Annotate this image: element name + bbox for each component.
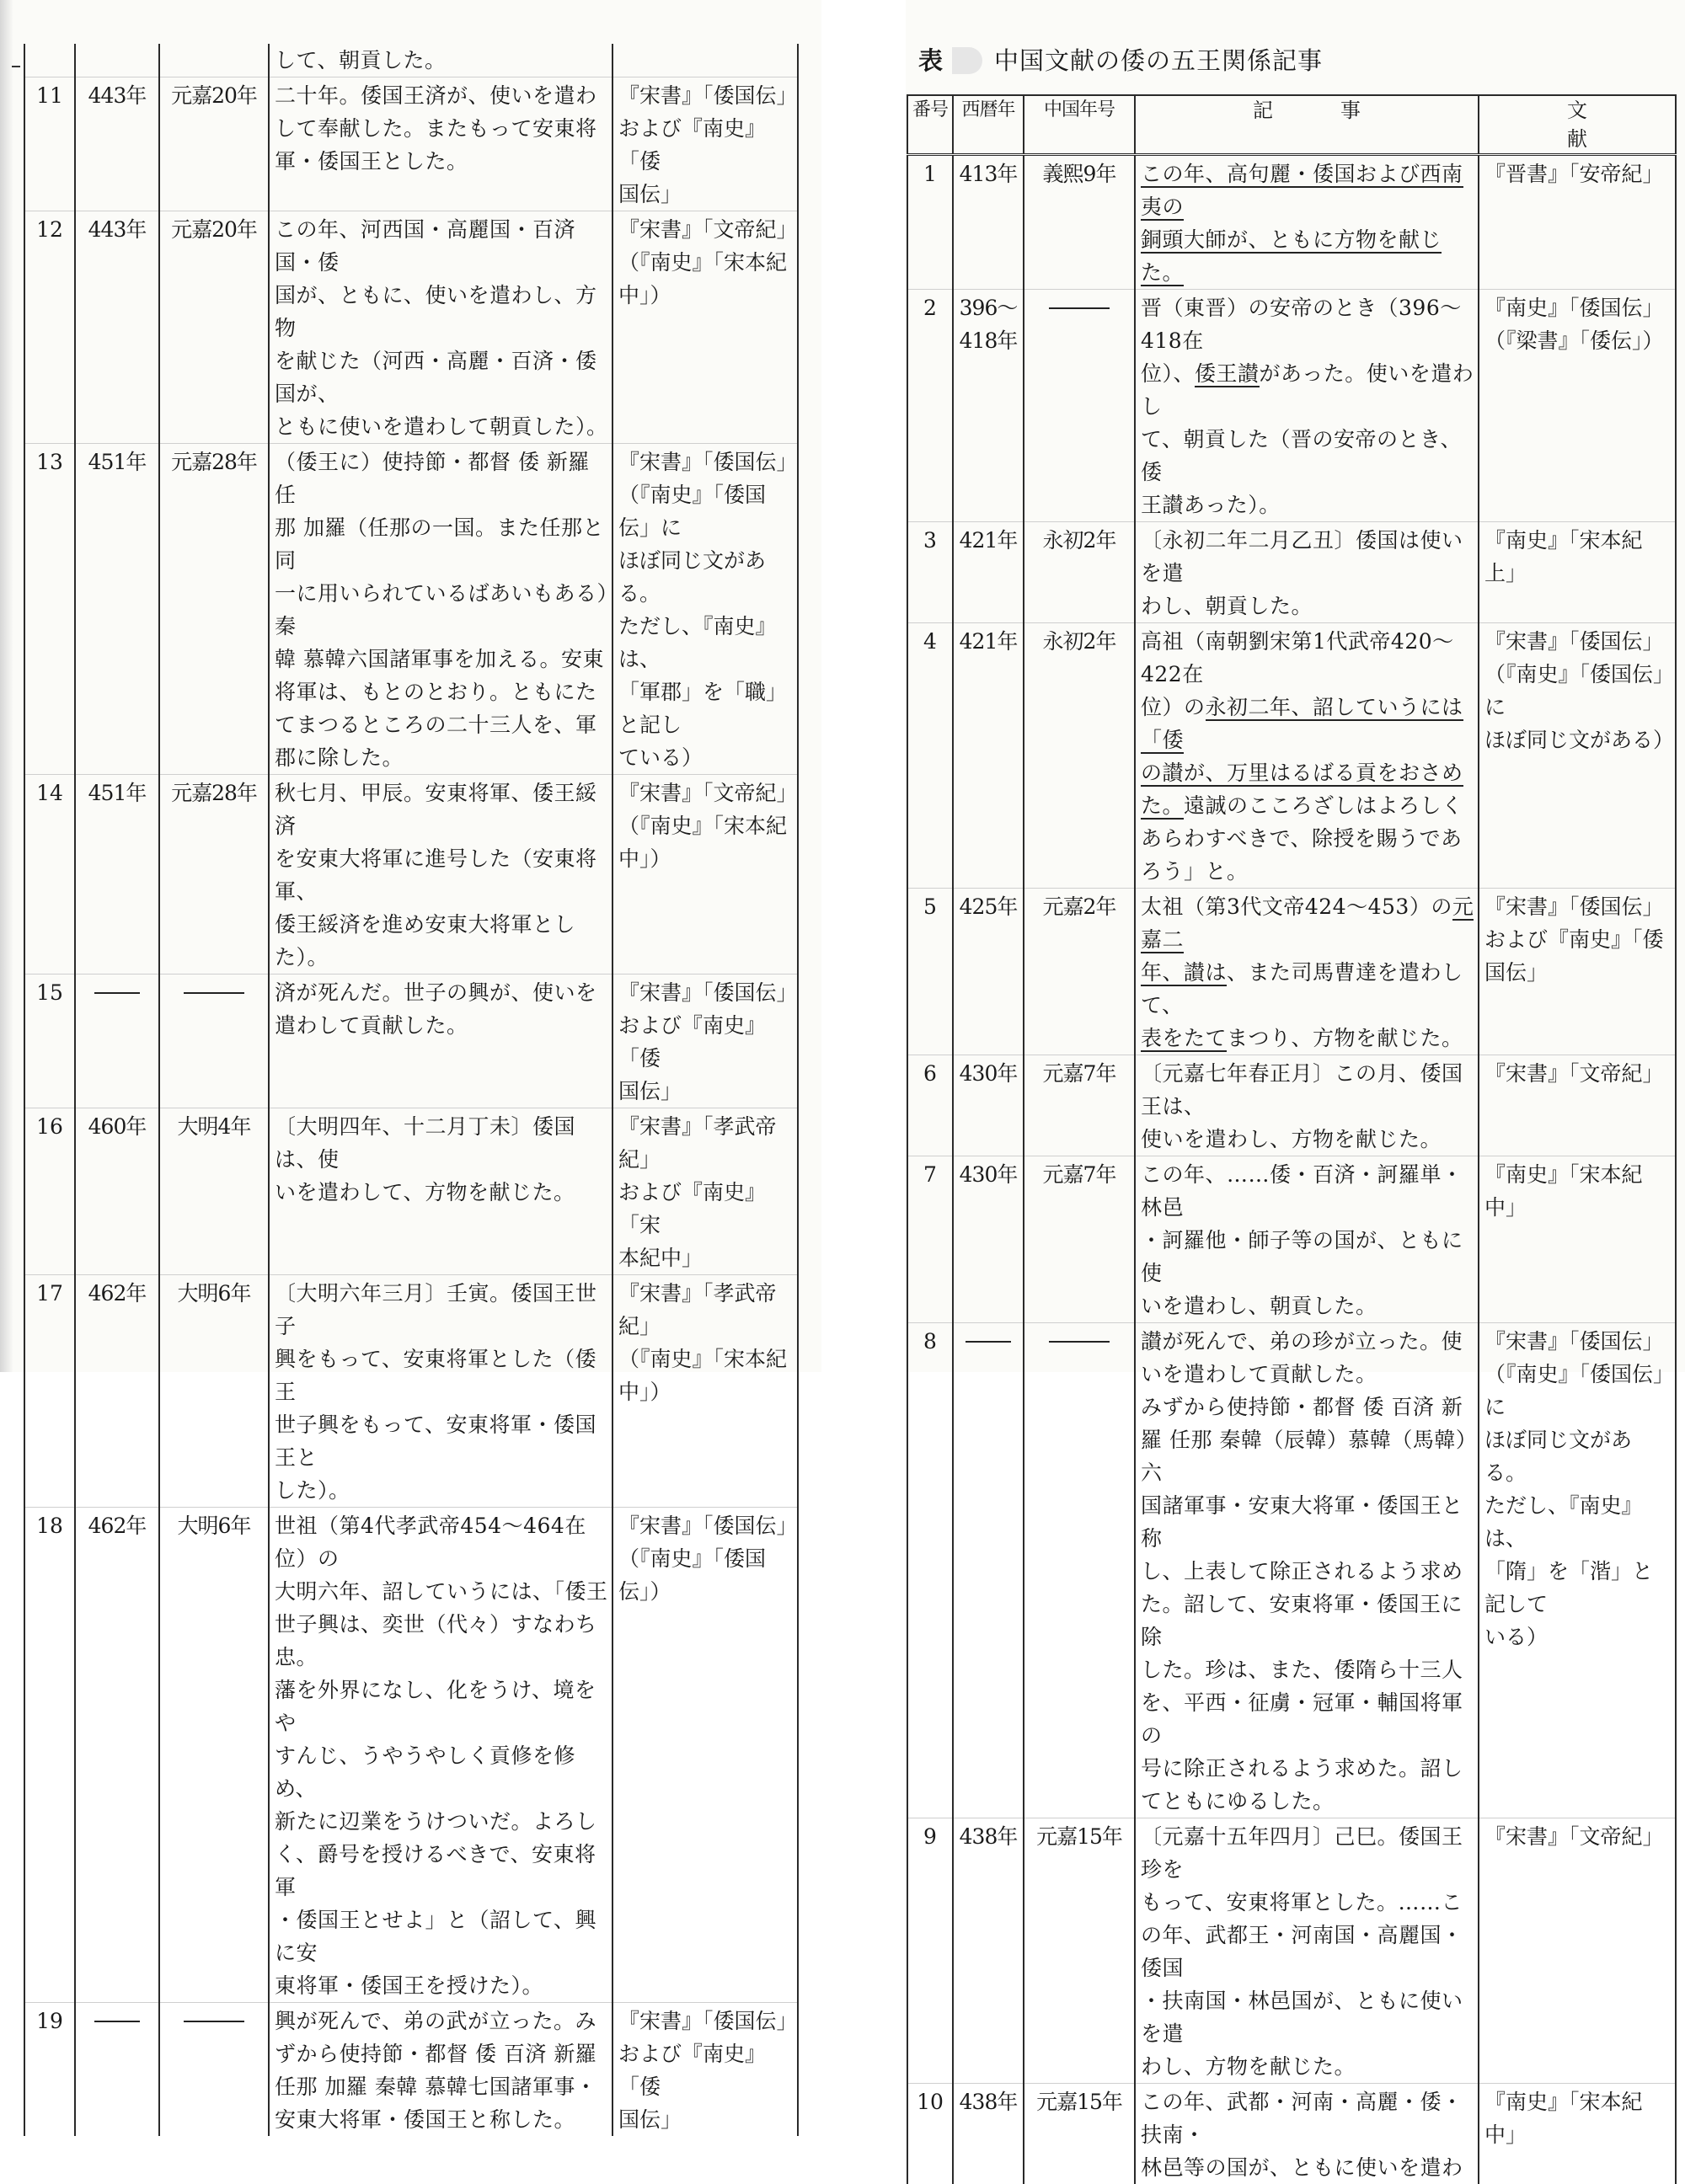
cell-no: 5 [907,889,953,1055]
text-line [1141,158,1474,223]
table-row [24,1108,798,1275]
text-line: て、朝貢した（晋の安帝のとき、倭 [1141,423,1474,489]
cell-article [269,975,612,1108]
cell-year [953,522,1024,623]
cell-year [953,1818,1024,2084]
cell-no: 19 [24,2003,75,2137]
table-row [24,775,798,975]
text-line: 「隋」を「湝」と記して [1484,1555,1673,1621]
cell-no: 9 [907,1818,953,2084]
text-line: 倭王綏済を進め安東大将軍とした）。 [275,908,608,974]
continuation-row [24,44,798,77]
underlined-phrase: 元嘉二 [1141,894,1474,953]
cell-article [1135,889,1479,1055]
text-line: 425年 [954,890,1023,923]
text-line: 興が死んで、弟の武が立った。み [275,2005,608,2037]
cell-no: 2 [907,290,953,522]
cell-era: 義熙9年 [1024,155,1135,290]
cell-year: 462年 [75,1508,159,2003]
text-line: 位）の永初二年、詔していうには「倭 [1141,691,1474,756]
cell-source [612,1275,798,1508]
cell-no: 8 [907,1323,953,1818]
cell-no: 13 [24,444,75,775]
text-line: 〔元嘉七年春正月〕この月、倭国王は、 [1141,1057,1474,1123]
text-line: 『宋書』「文帝紀」 [1484,1057,1673,1090]
cell-era: 元嘉28年 [159,444,269,775]
cell-source [612,975,798,1108]
text-line: 韓 慕韓六国諸軍事を加える。安東 [275,643,608,675]
text-line: てともにゆるした。 [1141,1785,1474,1818]
text-line: 讃が死んで、弟の珍が立った。使 [1141,1325,1474,1358]
text-line: 国伝」 [618,2103,795,2136]
cell-source [612,44,798,77]
cell-source [1479,889,1676,1055]
cell-article [269,211,612,444]
text-line: ただし、『南史』は、 [618,610,795,675]
cell-era: 大明6年 [159,1275,269,1508]
text-line: （『梁書』「倭伝」） [1484,324,1673,357]
cell-year: 443年 [75,77,159,211]
text-line: 『宋書』「倭国伝」 [618,1509,795,1542]
text-line: 安東大将軍・倭国王と称した。 [275,2103,608,2136]
text-line: 『宋書』「文帝紀」 [618,213,795,246]
cell-source [612,1108,798,1275]
text-line: 世祖（第4代孝武帝454〜464在位）の [275,1509,608,1575]
cell-year [953,1323,1024,1818]
text-line: 使いを遣わし、方物を献じた。 [1141,1123,1474,1156]
text-line: して、朝貢した。 [275,44,608,77]
text-line: 林邑等の国が、ともに使いを遣わ [1141,2151,1474,2184]
text-line: 将軍は、もとのとおり。ともにた [275,675,608,708]
text-line: 413年 [954,158,1023,190]
text-line: 『南史』「倭国伝」 [1484,291,1673,324]
text-line: 421年 [954,524,1023,557]
text-line: 国諸軍事・安東大将軍・倭国王と称 [1141,1489,1474,1555]
table-row [24,975,798,1108]
text-line: 『宋書』「孝武帝紀」 [618,1277,795,1343]
table-row [907,155,1676,290]
table-row [907,1818,1676,2084]
text-line: いを遣わして貢献した。 [1141,1358,1474,1391]
underlined-phrase: た。 [1141,793,1184,820]
text-line: 国伝」 [618,178,795,211]
text-line: （倭王に）使持節・都督 倭 新羅 任 [275,446,608,511]
table-title [910,39,1668,83]
cell-article [269,1108,612,1275]
text-line: 王讃あった）。 [1141,489,1474,521]
text-line: ずから使持節・都督 倭 百済 新羅 [275,2037,608,2070]
cell-era [1024,290,1135,522]
text-line: この年、……倭・百済・訶羅単・林邑 [1141,1158,1474,1224]
text-line: 本紀中」 [618,1242,795,1274]
cell-no: 14 [24,775,75,975]
cell-source [612,775,798,975]
text-line: ている） [618,741,795,774]
cell-year: 443年 [75,211,159,444]
table-row [907,889,1676,1055]
text-line: （『南史』「倭国伝」に [1484,658,1673,724]
text-line: 世子興は、奕世（代々）すなわち忠。 [275,1608,608,1674]
text-line: 那 加羅（任那の一国。また任那と同 [275,511,608,577]
dash-mark [184,2021,244,2022]
text-line: および『南史』「宋 [618,1176,795,1242]
text-line: 興をもって、安東将軍とした（倭王 [275,1343,608,1408]
text-line: てまつるところの二十三人を、軍 [275,708,608,741]
text-line: 秋七月、甲辰。安東将軍、倭王綏済 [275,777,608,842]
cell-article [1135,1818,1479,2084]
text-line [954,1325,1023,1365]
text-line: 『宋書』「孝武帝紀」 [618,1110,795,1176]
cell-era: 大明6年 [159,1508,269,2003]
cell-era: 永初2年 [1024,623,1135,889]
dash-mark [966,1341,1011,1343]
page-gutter [821,0,906,1372]
text-line: （『南史』「宋本紀中」） [618,809,795,875]
cell-year [75,2003,159,2137]
title-text: 中国文献の倭の五王関係記事 [994,42,1323,77]
text-line: （『南史』「宋本紀中」） [618,246,795,312]
text-line: わし、方物を献じた。 [1141,2050,1474,2083]
text-line: 国が、ともに、使いを遣わし、方物 [275,279,608,344]
cell-year [953,1055,1024,1156]
text-line: わし、朝貢した。 [1141,590,1474,622]
text-line: ともに使いを遣わして朝貢した）。 [275,410,608,443]
table-header [907,95,1676,155]
cell-era: 元嘉7年 [1024,1055,1135,1156]
text-line: 位）、倭王讃があった。使いを遣わし [1141,357,1474,423]
text-line: みずから使持節・都督 倭 百済 新 [1141,1391,1474,1423]
text-line: 高祖（南朝劉宋第1代武帝420〜422在 [1141,625,1474,691]
dash-mark [94,2021,140,2022]
table-row [907,1323,1676,1818]
text-line: 『宋書』「文帝紀」 [618,777,795,809]
text-line: 軍・倭国王とした。 [275,145,608,178]
cell-era: 永初2年 [1024,522,1135,623]
text-line: 『宋書』「倭国伝」 [1484,1325,1673,1358]
text-line: 郡に除した。 [275,741,608,774]
table-row [907,1156,1676,1323]
cell-source [1479,1156,1676,1323]
cell-year [953,2084,1024,2184]
text-line: 〔大明六年三月〕壬寅。倭国王世子 [275,1277,608,1343]
text-line: （『南史』「倭国伝」に [618,478,795,544]
cell-no: 12 [24,211,75,444]
text-line: 〔永初二年二月乙丑〕倭国は使いを遣 [1141,524,1474,590]
text-line: 『南史』「宋本紀上」 [1484,524,1673,590]
text-line: および『南史』「倭 [618,1009,795,1075]
text-line: した）。 [275,1474,608,1507]
text-line: 年、讃は、また司馬曹達を遣わして、 [1141,956,1474,1022]
cell-source [612,77,798,211]
text-line: した。珍は、また、倭隋ら十三人 [1141,1653,1474,1686]
cell-article [269,77,612,211]
cell-source [1479,1818,1676,2084]
title-decoration [952,47,982,74]
text-line: 418年 [954,324,1023,357]
table-row [24,1508,798,2003]
text-line: 430年 [954,1158,1023,1191]
cell-source [1479,522,1676,623]
text-line: この年、河西国・高麗国・百済国・倭 [275,213,608,279]
cell-year: 451年 [75,444,159,775]
cell-era: 元嘉28年 [159,775,269,975]
cell-era: 元嘉20年 [159,77,269,211]
text-line: すんじ、うやうやしく貢修を修め、 [275,1739,608,1805]
text-line: いを遣わし、朝貢した。 [1141,1290,1474,1322]
text-line: ほぼ同じ文がある。 [1484,1423,1673,1489]
cell-era: 元嘉15年 [1024,2084,1135,2184]
text-line: 遣わして貢献した。 [275,1009,608,1042]
cell-no: 18 [24,1508,75,2003]
cell-year [953,889,1024,1055]
text-line: 任那 加羅 秦韓 慕韓七国諸軍事・ [275,2070,608,2103]
text-line: 『宋書』「倭国伝」 [1484,625,1673,658]
underlined-phrase: の讃が、万里はるばる貢をおさめ [1141,761,1463,787]
continuation-article [269,44,612,77]
text-line: 『南史』「宋本紀中」 [1484,2085,1673,2151]
cell-no: 7 [907,1156,953,1323]
text-line: 表をたてまつり、方物を献じた。 [1141,1022,1474,1055]
cell-era: 元嘉2年 [1024,889,1135,1055]
header-row [907,95,1676,155]
text-line: ほぼ同じ文がある） [1484,724,1673,756]
cell-source [1479,290,1676,522]
page-edge-shadow [0,0,13,1372]
cell-era: 元嘉7年 [1024,1156,1135,1323]
table-row [24,211,798,444]
text-line [1141,756,1474,789]
text-line: いを遣わして、方物を献じた。 [275,1176,608,1209]
right-table-body [907,155,1676,2184]
text-line: 『宋書』「倭国伝」 [618,79,795,112]
cell-no: 15 [24,975,75,1108]
left-page-table [24,44,799,2136]
cell-no: 4 [907,623,953,889]
cell-article [269,2003,612,2137]
text-line: あらわすべきで、除授を賜うであ [1141,822,1474,855]
cell-year [953,623,1024,889]
header-source: 文献 [1479,95,1676,155]
cell-year: 462年 [75,1275,159,1508]
cell-source [612,2003,798,2137]
cell-no: 1 [907,155,953,290]
text-line: ・倭国王とせよ」と（詔して、興に安 [275,1904,608,1969]
cell-no: 16 [24,1108,75,1275]
table-row [907,290,1676,522]
text-line: 大明六年、詔していうには、「倭王 [275,1575,608,1608]
cell-article [1135,1055,1479,1156]
text-line: ・扶南国・林邑国が、ともに使いを遣 [1141,1984,1474,2050]
table-row [24,2003,798,2137]
cell-source [1479,155,1676,290]
text-line [1141,223,1474,289]
text-line: もって、安東将軍とした。……こ [1141,1886,1474,1919]
underlined-phrase: この年、高句麗・倭国および西南夷の [1141,162,1463,221]
cell-year [953,155,1024,290]
table-row [907,2084,1676,2184]
left-table-body [24,44,798,2136]
cell-year: 460年 [75,1108,159,1275]
text-line: ただし、『南史』は、 [1484,1489,1673,1555]
table-row [24,77,798,211]
text-line: 『宋書』「倭国伝」 [618,976,795,1009]
text-line: 羅 任那 秦韓（辰韓）慕韓（馬韓）六 [1141,1423,1474,1489]
text-line: して奉献した。またもって安東将 [275,112,608,145]
underlined-phrase: 銅頭大師が、ともに方物を献じた。 [1141,227,1442,286]
text-line: 「軍郡」を「職」と記し [618,675,795,741]
dash-mark [94,992,140,994]
cell-article [269,444,612,775]
cell-era: 大明4年 [159,1108,269,1275]
cell-year [953,1156,1024,1323]
cell-article [1135,1323,1479,1818]
text-line: く、爵号を授けるべきで、安東将軍 [275,1838,608,1904]
cell-year [75,44,159,77]
right-page-table [907,94,1677,2184]
underlined-phrase: 表をたて [1141,1026,1227,1052]
text-line: た。詔して、安東将軍・倭国王に除 [1141,1588,1474,1653]
table-row [24,444,798,775]
cell-era [159,44,269,77]
text-line: た。遠誠のこころざしはよろしく [1141,789,1474,822]
header-no: 番号 [907,95,953,155]
cell-no: 10 [907,2084,953,2184]
text-line: 『宋書』「文帝紀」 [1484,1820,1673,1853]
cell-article [1135,155,1479,290]
text-line: 二十年。倭国王済が、使いを遣わ [275,79,608,112]
text-line: （『南史』「宋本紀中」） [618,1343,795,1408]
cell-article [269,775,612,975]
dash-mark [1049,307,1110,309]
text-line: 晋（東晋）の安帝のとき（396〜418在 [1141,291,1474,357]
text-line: 〔大明四年、十二月丁未〕倭国は、使 [275,1110,608,1176]
text-line: （『南史』「倭国伝」） [618,1542,795,1608]
cell-source [612,211,798,444]
cell-source [1479,623,1676,889]
text-line: 一に用いられているばあいもある）秦 [275,577,608,643]
text-line: 国伝」 [618,1075,795,1108]
text-line: および『南史』「倭 [618,112,795,178]
text-line: ・訶羅他・師子等の国が、ともに使 [1141,1224,1474,1290]
title-mark: 表 [918,42,943,77]
cell-source [612,1508,798,2003]
header-era: 中国年号 [1024,95,1135,155]
cell-year [953,290,1024,522]
text-line: 421年 [954,625,1023,658]
cell-era [159,975,269,1108]
cell-era: 元嘉15年 [1024,1818,1135,2084]
cell-year: 451年 [75,775,159,975]
cell-no: 6 [907,1055,953,1156]
cell-source [1479,1323,1676,1818]
cell-article [1135,522,1479,623]
underlined-phrase: 永初二年、詔していうには「倭 [1141,695,1463,754]
table-row [907,623,1676,889]
edge-mark [12,66,20,67]
text-line: 438年 [954,2085,1023,2118]
dash-mark [184,992,244,994]
cell-era [159,2003,269,2137]
text-line: （『南史』「倭国伝」に [1484,1358,1673,1423]
cell-era: 元嘉20年 [159,211,269,444]
text-line: 『宋書』「倭国伝」 [618,2005,795,2037]
text-line: 『宋書』「倭国伝」 [1484,890,1673,923]
text-line: 新たに辺業をうけついだ。よろし [275,1805,608,1838]
text-line: 世子興をもって、安東将軍・倭国王と [275,1408,608,1474]
text-line: を、平西・征虜・冠軍・輔国将軍の [1141,1686,1474,1752]
text-line: を安東大将軍に進号した（安東将軍、 [275,842,608,908]
cell-article [1135,623,1479,889]
text-line: 430年 [954,1057,1023,1090]
text-line: 『宋書』「倭国伝」 [618,446,795,478]
underlined-phrase: 年、讃は [1141,960,1227,986]
text-line: 『南史』「宋本紀中」 [1484,1158,1673,1224]
text-line: ろう」と。 [1141,855,1474,888]
cell-no: 3 [907,522,953,623]
cell-article [1135,290,1479,522]
text-line: 国伝」 [1484,956,1673,989]
text-line: 済が死んだ。世子の興が、使いを [275,976,608,1009]
dash-mark [1049,1341,1110,1343]
text-line: し、上表して除正されるよう求め [1141,1555,1474,1588]
text-line: いる） [1484,1621,1673,1653]
text-line: 東将軍・倭国王を授けた）。 [275,1969,608,2002]
text-line: および『南史』「倭 [1484,923,1673,956]
cell-no: 11 [24,77,75,211]
cell-source [612,444,798,775]
table-row [907,1055,1676,1156]
cell-era [1024,1323,1135,1818]
text-line: 438年 [954,1820,1023,1853]
cell-article [269,1508,612,2003]
text-line: この年、武都・河南・高麗・倭・扶南・ [1141,2085,1474,2151]
text-line: および『南史』「倭 [618,2037,795,2103]
table-row [907,522,1676,623]
cell-article [269,1275,612,1508]
text-line: ほぼ同じ文がある。 [618,544,795,610]
cell-source [1479,2084,1676,2184]
text-line: 太祖（第3代文帝424〜453）の元嘉二 [1141,890,1474,956]
cell-no: 17 [24,1275,75,1508]
text-line: 号に除正されるよう求めた。詔し [1141,1752,1474,1785]
text-line: 〔元嘉十五年四月〕己巳。倭国王珍を [1141,1820,1474,1886]
header-year: 西暦年 [953,95,1024,155]
cell-year [75,975,159,1108]
cell-article [1135,2084,1479,2184]
text-line: 396〜 [954,291,1023,324]
header-article: 記事 [1135,95,1479,155]
text-line: を献じた（河西・高麗・百済・倭国が、 [275,344,608,410]
cell-source [1479,1055,1676,1156]
table-row [24,1275,798,1508]
cell-article [1135,1156,1479,1323]
text-line: 『晋書』「安帝紀」 [1484,158,1673,190]
underlined-phrase: 倭王讃 [1195,361,1260,387]
cell-no [24,44,75,77]
text-line: の年、武都王・河南国・高麗国・倭国 [1141,1919,1474,1984]
text-line: 藩を外界になし、化をうけ、境をや [275,1674,608,1739]
